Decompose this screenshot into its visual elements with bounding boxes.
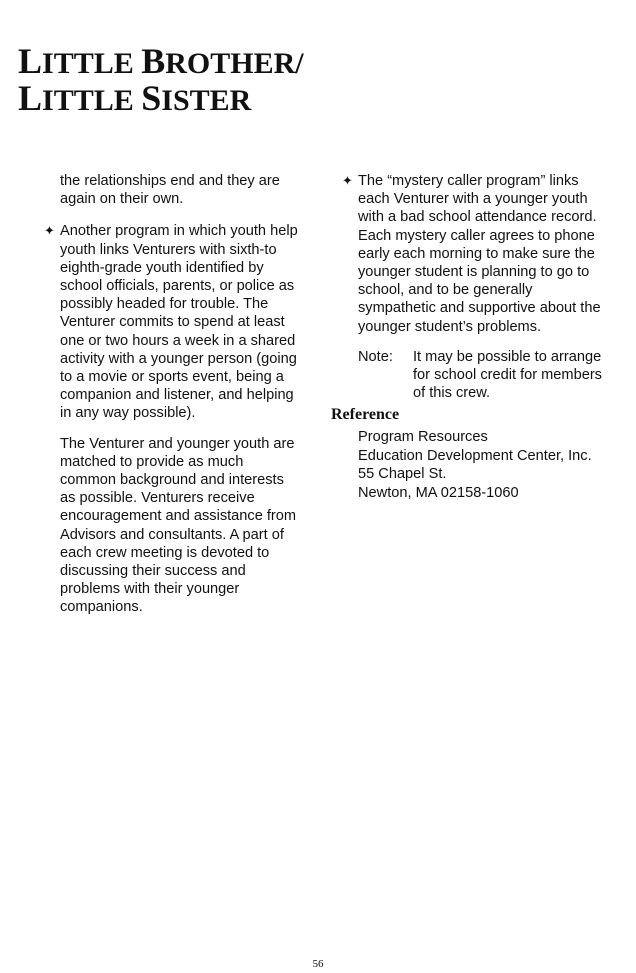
title-word: ITTLE	[42, 84, 134, 117]
matching-paragraph: The Venturer and younger youth are matched to provide as much common background and interests as possible. Venturers receive encouragement and assistance from Advisors and consultants. A part of each crew meeting is devoted to discussing their success and problems with their younger companions.	[60, 435, 297, 616]
title-initial: L	[18, 78, 43, 118]
bullet-text: The “mystery caller program” links each Venturer with a younger youth with a bad school attendance record. Each mystery caller agrees to phone early each morning to make sure the younger student is planning to go to school, and to be generally sympathetic and supportive about the younger student’s problems.	[358, 173, 601, 335]
note-label: Note:	[358, 348, 393, 365]
title-initial: S	[141, 78, 162, 118]
reference-heading: Reference	[331, 406, 400, 423]
page-title	[18, 41, 304, 118]
note	[358, 348, 608, 403]
reference-line: 55 Chapel St.	[358, 466, 447, 483]
left-column	[44, 172, 300, 631]
fleur-bullet-icon: ✦	[44, 223, 55, 239]
title-line-1	[18, 41, 304, 81]
title-word: ISTER	[161, 84, 252, 117]
title-initial: L	[18, 41, 43, 81]
title-word: ROTHER/	[165, 47, 304, 80]
bullet-item-youth-program	[44, 222, 300, 422]
note-text: It may be possible to arrange for school credit for members of this crew.	[413, 348, 602, 402]
bullet-item-mystery-caller	[342, 172, 608, 336]
reference-address	[358, 428, 592, 502]
fleur-bullet-icon: ✦	[342, 173, 353, 188]
reference-line: Program Resources	[358, 429, 488, 445]
reference-line: Newton, MA 02158-1060	[358, 484, 519, 501]
bullet-text: Another program in which youth help youth links Venturers with sixth-to eighth-grade youth identified by school officials, parents, or police as possibly headed for trouble. The Venturer commits to spend at least one or two hours a week in a shared activity with a younger person (going to a movie or sports event, being a companion and listener, and helping in any way possible).	[60, 223, 298, 422]
page-number: 56	[312, 958, 324, 970]
right-column	[342, 172, 608, 424]
reference-line: Education Development Center, Inc.	[358, 447, 592, 464]
title-word: ITTLE	[42, 47, 134, 80]
title-line-2	[18, 78, 304, 118]
continuation-paragraph: the relationships end and they are again on their own.	[60, 173, 280, 208]
title-initial: B	[141, 41, 166, 81]
